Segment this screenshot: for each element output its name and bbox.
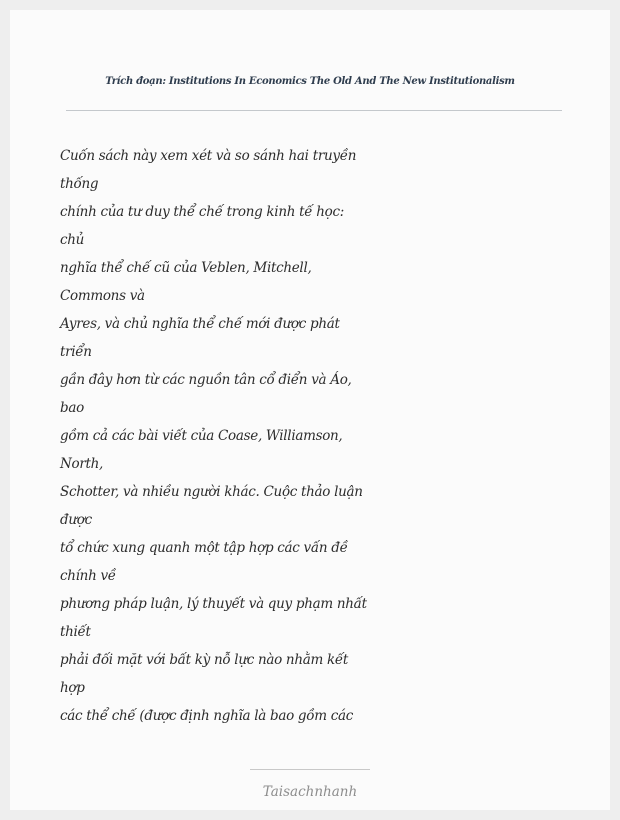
excerpt-line: hợp xyxy=(60,680,85,696)
excerpt-line: phương pháp luận, lý thuyết và quy phạm nhất xyxy=(60,596,367,612)
excerpt-line: phải đối mặt với bất kỳ nỗ lực nào nhằm kết xyxy=(60,652,348,668)
document-title: Trích đoạn: Institutions In Economics The Old And The New Institutionalism xyxy=(105,76,515,87)
title-divider xyxy=(66,110,562,111)
excerpt-line: Ayres, và chủ nghĩa thể chế mới được phát xyxy=(60,316,340,332)
excerpt-line: được xyxy=(60,512,92,528)
excerpt-line: gồm cả các bài viết của Coase, Williamson, xyxy=(60,428,343,444)
excerpt-line: chủ xyxy=(60,232,85,248)
footer-divider xyxy=(250,769,370,770)
excerpt-line: thiết xyxy=(60,624,91,640)
excerpt-line: thống xyxy=(60,176,99,192)
footer-site-name: Taisachnhanh xyxy=(262,784,358,800)
excerpt-line: Commons và xyxy=(60,288,145,304)
excerpt-line: gần đây hơn từ các nguồn tân cổ điển và Áo, xyxy=(60,372,352,388)
excerpt-line: tổ chức xung quanh một tập hợp các vấn đề xyxy=(60,540,348,556)
excerpt-line: chính của tư duy thể chế trong kinh tế học: xyxy=(60,204,344,220)
excerpt-line: North, xyxy=(60,456,104,472)
excerpt-line: triển xyxy=(60,344,92,360)
excerpt-line: Schotter, và nhiều người khác. Cuộc thảo luận xyxy=(60,484,363,500)
excerpt-line: bao xyxy=(60,400,84,416)
excerpt-line: các thể chế (được định nghĩa là bao gồm các xyxy=(60,708,353,724)
excerpt-line: Cuốn sách này xem xét và so sánh hai truyền xyxy=(60,148,357,164)
excerpt-line: chính về xyxy=(60,568,116,584)
excerpt-body xyxy=(60,142,367,730)
excerpt-line: nghĩa thể chế cũ của Veblen, Mitchell, xyxy=(60,260,312,276)
document-page xyxy=(10,10,610,810)
